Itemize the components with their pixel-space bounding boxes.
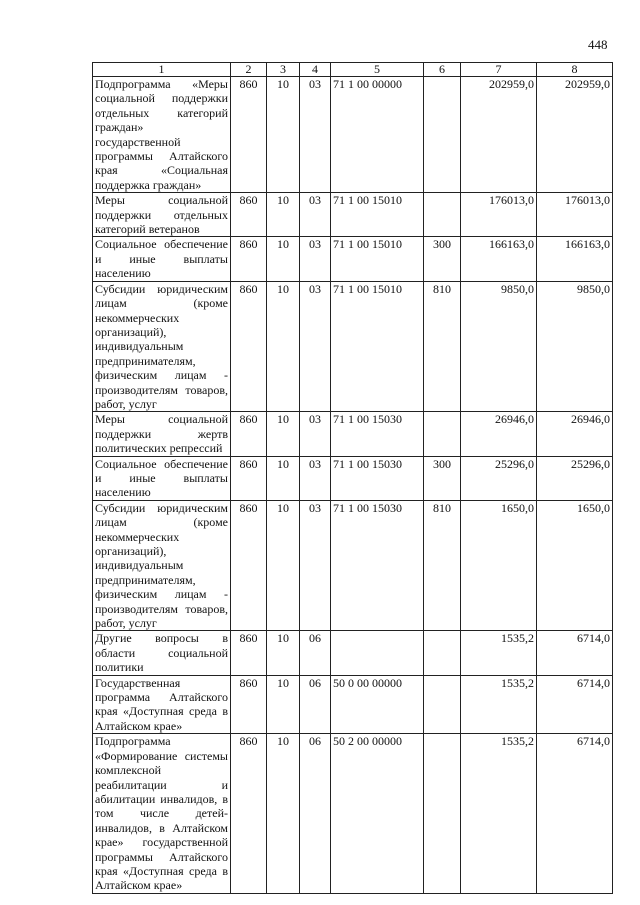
cell-c6 <box>424 734 461 893</box>
cell-c5: 71 1 00 15030 <box>331 500 424 631</box>
cell-c2: 860 <box>231 734 267 893</box>
cell-c7: 166163,0 <box>461 237 537 281</box>
cell-c3: 10 <box>267 412 300 456</box>
cell-c3: 10 <box>267 456 300 500</box>
cell-c8: 26946,0 <box>537 412 613 456</box>
cell-c6 <box>424 631 461 675</box>
cell-c3: 10 <box>267 500 300 631</box>
cell-c4: 03 <box>300 77 331 193</box>
header-row <box>93 63 613 77</box>
cell-c4: 06 <box>300 734 331 893</box>
cell-c6: 810 <box>424 500 461 631</box>
cell-c8: 202959,0 <box>537 77 613 193</box>
row-name: Подпрограмма «Меры социальной поддержки отдельных категорий граждан» государственной программы Алтайского края «Социальная поддержка граждан» <box>93 77 231 193</box>
table-row <box>93 631 613 675</box>
row-name: Социальное обеспечение и иные выплаты населению <box>93 456 231 500</box>
cell-c4: 03 <box>300 456 331 500</box>
column-header: 4 <box>300 63 331 77</box>
row-name: Подпрограмма «Формирование системы комплексной реабилитации и абилитации инвалидов, в том числе детей-инвалидов, в Алтайском крае» государственной программы Алтайского края «Доступная среда в Алтайском крае» <box>93 734 231 893</box>
cell-c6 <box>424 193 461 237</box>
row-name: Государственная программа Алтайского края «Доступная среда в Алтайском крае» <box>93 675 231 734</box>
cell-c5 <box>331 631 424 675</box>
column-header: 1 <box>93 63 231 77</box>
cell-c8: 166163,0 <box>537 237 613 281</box>
cell-c2: 860 <box>231 237 267 281</box>
column-header: 5 <box>331 63 424 77</box>
cell-c3: 10 <box>267 281 300 412</box>
cell-c4: 03 <box>300 412 331 456</box>
cell-c3: 10 <box>267 77 300 193</box>
column-header: 2 <box>231 63 267 77</box>
cell-c2: 860 <box>231 456 267 500</box>
page-number: 448 <box>588 37 608 52</box>
cell-c7: 26946,0 <box>461 412 537 456</box>
cell-c3: 10 <box>267 193 300 237</box>
cell-c4: 03 <box>300 237 331 281</box>
cell-c4: 03 <box>300 193 331 237</box>
cell-c4: 03 <box>300 281 331 412</box>
cell-c4: 06 <box>300 631 331 675</box>
cell-c3: 10 <box>267 734 300 893</box>
cell-c2: 860 <box>231 77 267 193</box>
cell-c6: 300 <box>424 456 461 500</box>
cell-c6: 300 <box>424 237 461 281</box>
cell-c7: 1535,2 <box>461 734 537 893</box>
column-header: 6 <box>424 63 461 77</box>
cell-c5: 50 2 00 00000 <box>331 734 424 893</box>
cell-c7: 25296,0 <box>461 456 537 500</box>
table-row <box>93 734 613 893</box>
cell-c7: 9850,0 <box>461 281 537 412</box>
column-header: 7 <box>461 63 537 77</box>
cell-c5: 71 1 00 15030 <box>331 456 424 500</box>
cell-c3: 10 <box>267 631 300 675</box>
cell-c7: 1650,0 <box>461 500 537 631</box>
cell-c5: 71 1 00 00000 <box>331 77 424 193</box>
cell-c2: 860 <box>231 500 267 631</box>
row-name: Субсидии юридическим лицам (кроме некоммерческих организаций), индивидуальным предпринимателям, физическим лицам - производителям товаров, работ, услуг <box>93 500 231 631</box>
table-row <box>93 193 613 237</box>
cell-c8: 6714,0 <box>537 675 613 734</box>
cell-c5: 71 1 00 15010 <box>331 193 424 237</box>
cell-c3: 10 <box>267 237 300 281</box>
cell-c6 <box>424 675 461 734</box>
table-row <box>93 412 613 456</box>
cell-c5: 71 1 00 15030 <box>331 412 424 456</box>
cell-c7: 202959,0 <box>461 77 537 193</box>
cell-c7: 1535,2 <box>461 631 537 675</box>
row-name: Субсидии юридическим лицам (кроме некоммерческих организаций), индивидуальным предпринимателям, физическим лицам - производителям товаров, работ, услуг <box>93 281 231 412</box>
cell-c8: 6714,0 <box>537 734 613 893</box>
cell-c5: 71 1 00 15010 <box>331 281 424 412</box>
cell-c2: 860 <box>231 281 267 412</box>
row-name: Социальное обеспечение и иные выплаты населению <box>93 237 231 281</box>
cell-c4: 06 <box>300 675 331 734</box>
row-name: Другие вопросы в области социальной политики <box>93 631 231 675</box>
budget-table <box>92 62 613 894</box>
cell-c3: 10 <box>267 675 300 734</box>
cell-c8: 6714,0 <box>537 631 613 675</box>
cell-c5: 50 0 00 00000 <box>331 675 424 734</box>
table-row <box>93 77 613 193</box>
cell-c2: 860 <box>231 412 267 456</box>
table-row <box>93 237 613 281</box>
cell-c7: 176013,0 <box>461 193 537 237</box>
column-header: 8 <box>537 63 613 77</box>
cell-c2: 860 <box>231 631 267 675</box>
cell-c2: 860 <box>231 675 267 734</box>
cell-c8: 176013,0 <box>537 193 613 237</box>
cell-c4: 03 <box>300 500 331 631</box>
cell-c8: 9850,0 <box>537 281 613 412</box>
cell-c6: 810 <box>424 281 461 412</box>
cell-c5: 71 1 00 15010 <box>331 237 424 281</box>
table-row <box>93 500 613 631</box>
table-row <box>93 456 613 500</box>
row-name: Меры социальной поддержки жертв политических репрессий <box>93 412 231 456</box>
cell-c7: 1535,2 <box>461 675 537 734</box>
cell-c6 <box>424 412 461 456</box>
column-header: 3 <box>267 63 300 77</box>
table-row <box>93 675 613 734</box>
cell-c6 <box>424 77 461 193</box>
cell-c8: 25296,0 <box>537 456 613 500</box>
table-row <box>93 281 613 412</box>
row-name: Меры социальной поддержки отдельных категорий ветеранов <box>93 193 231 237</box>
cell-c2: 860 <box>231 193 267 237</box>
cell-c8: 1650,0 <box>537 500 613 631</box>
